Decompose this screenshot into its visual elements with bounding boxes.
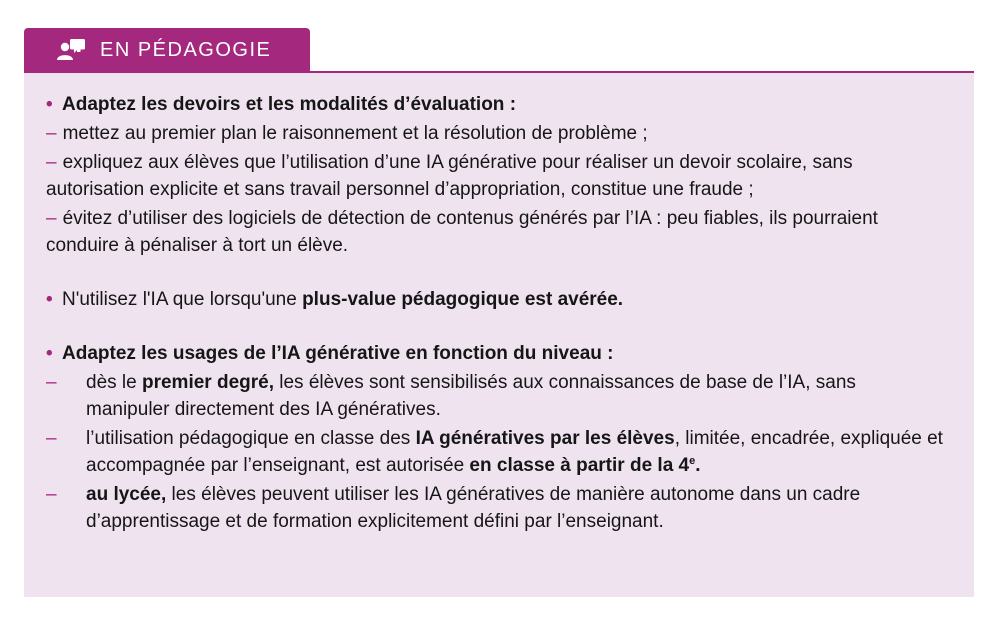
dash-icon: – xyxy=(46,152,57,173)
section-title: EN PÉDAGOGIE xyxy=(100,39,272,61)
levels-block xyxy=(46,340,944,535)
dash-icon: – xyxy=(46,428,57,449)
dash-icon: – xyxy=(46,484,57,505)
list-item: – l’utilisation pédagogique en classe des IA génératives par les élèves, limitée, encadrée, expliquée et accompagnée par l’enseignant, est autorisée en classe à partir de la 4e. xyxy=(46,425,944,479)
list-item: – évitez d’utiliser des logiciels de détection de contenus générés par l’IA : peu fiables, ils pourraient conduire à pénaliser à tort un élève. xyxy=(46,208,878,256)
list-item: – au lycée, les élèves peuvent utiliser les IA génératives de manière autonome dans un cadre d’apprentissage et de formation explicitement défini par l’enseignant. xyxy=(46,481,944,535)
bullet-icon: • xyxy=(46,289,53,310)
list-item: – mettez au premier plan le raisonnement et la résolution de problème ; xyxy=(46,123,648,144)
plus-value-emphasis: plus-value pédagogique est avérée. xyxy=(302,289,624,310)
bullet-icon: • xyxy=(46,94,53,115)
bullet-icon: • xyxy=(46,343,53,364)
evaluation-heading: • Adaptez les devoirs et les modalités d’évaluation : xyxy=(46,91,944,118)
content-panel xyxy=(24,73,974,597)
dash-icon: – xyxy=(46,208,57,229)
list-item: – expliquez aux élèves que l’utilisation d’une IA générative pour réaliser un devoir scolaire, sans autorisation explicite et sans travail personnel d’appropriation, constitue une fraude ; xyxy=(46,152,853,200)
plus-value-block xyxy=(46,286,944,313)
dash-icon: – xyxy=(46,123,57,144)
evaluation-block xyxy=(46,91,944,259)
section-tab xyxy=(24,28,310,72)
dash-icon: – xyxy=(46,372,57,393)
users-chat-icon xyxy=(56,38,92,62)
list-item: – dès le premier degré, les élèves sont sensibilisés aux connaissances de base de l’IA, sans manipuler directement des IA génératives. xyxy=(46,369,944,423)
plus-value-line: • N'utilisez l'IA que lorsqu'une plus-value pédagogique est avérée. xyxy=(46,286,944,313)
levels-heading: • Adaptez les usages de l’IA générative en fonction du niveau : xyxy=(46,340,944,367)
